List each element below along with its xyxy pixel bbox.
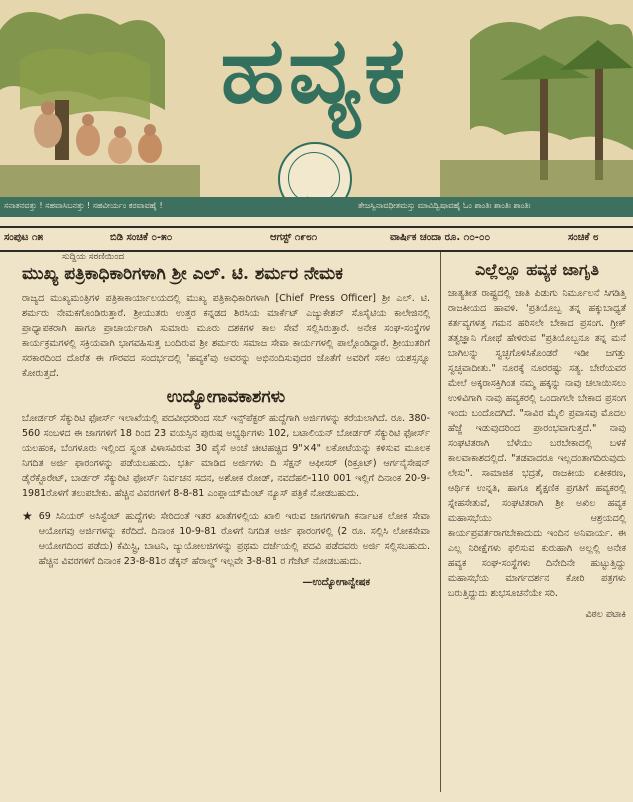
motto-left: ಸನಾತನವತ್ತು ! ಸಹವಾಸಿಬನತ್ತು ! ಸಹವೀರ್ಯಂ ಕರವಾವಹೈ ! <box>4 201 163 210</box>
right-column <box>448 252 626 792</box>
masthead <box>0 0 633 197</box>
volume-label: ಸಂಪುಟ ೧೫ <box>4 232 44 243</box>
article2-headline: ಉದ್ಯೋಗಾವಕಾಶಗಳು <box>166 386 286 407</box>
masthead-title: ಹವ್ಯಕ <box>220 16 410 124</box>
article3-signature: ವಿಠಲ ಪಟಾಕಿ <box>585 609 626 620</box>
left-column <box>22 252 430 792</box>
column-divider <box>440 252 441 792</box>
issue-price: ಬಿಡಿ ಸಂಚಿಕೆ ೦-೫೦ <box>110 232 173 243</box>
article3-headline: ಎಲ್ಲೆಲ್ಲೂ ಹವ್ಯಕ ಜಾಗೃತಿ <box>474 260 599 279</box>
article1-headline: ಮುಖ್ಯ ಪತ್ರಿಕಾಧಿಕಾರಿಗಳಾಗಿ ಶ್ರೀ ಎಲ್. ಟಿ. ಶರ್ಮರ ನೇಮಕ <box>22 264 343 284</box>
article2-body: ಬೋರ್ಡರ್ ಸೆಕ್ಯುರಿಟಿ ಫೋರ್ಸ್ ಇಲಾಖೆಯಲ್ಲಿ ಪದವೀಧರರಿಂದ ಸಬ್ ಇನ್ಸ್‌ಪೆಕ್ಟರ್ ಹುದ್ದೆಗಾಗಿ ಅರ್ಜಿಗಳನ್ನು ಕರೆಯಲಾಗಿದೆ. ರೂ. 380-560 ಸಂಬಳದ ಈ ಜಾಗಗಳಿಗೆ 18 ರಿಂದ 23 ವಯಸ್ಸಿನ ಪುರುಷ ಅಭ್ಯರ್ಥಿಗಳು 102, ಬಟಾಲಿಯನ್ ಬೋರ್ಡರ್ ಸೆಕ್ಯುರಿಟಿ ಫೋರ್ಸ್ ಯಲಹಂಕ, ಬೆಂಗಳೂರು ಇಲ್ಲಿಂದ ಸ್ವಂತ ವಿಳಾಸವಿರುವ 30 ಪೈಸೆ ಅಂಚೆ ಚೀಟಿಹಚ್ಚಿದ 9"×4" ಲಕೋಟೆಯನ್ನು ಕಳಿಸುವ ಮೂಲಕ ನಿಗದಿತ ಅರ್ಜಿ ಫಾರಂಗಳನ್ನು ಪಡೆಯಬಹುದು. ಭರ್ತಿ ಮಾಡಿದ ಅರ್ಜಿಗಳು ದಿ ಸೆಕ್ಷನ್ ಆಫೀಸರ್ (ರಿಕ್ರೂಟ್) ಆರ್ಗನೈಸೇಷನ್ ಡೈರೆಕ್ಟೊರೇಟ್, ಬಾರ್ಡರ್ ಸೆಕ್ಯುರಿಟಿ ಫೋರ್ಸ್ ನಿರ್ವಚನ ಸದನ, ಅಶೋಕ ರೋಡ್, ನವದೆಹಲಿ-110 001 ಇಲ್ಲಿಗೆ ದಿನಾಂಕ 20-9-1981ರೊಳಗೆ ತಲುಪಬೇಕು. ಹೆಚ್ಚಿನ ವಿವರಗಳಿಗೆ 8-8-81 ಎಂಪ್ಲಾಯ್‌ಮೆಂಟ್ ನ್ಯೂಸ್ ಪತ್ರಿಕೆ ನೋಡಬಹುದು. <box>22 412 430 499</box>
info-bar <box>0 226 633 252</box>
issue-number: ಸಂಚಿಕೆ ೮ <box>568 232 599 243</box>
article3-body: ಜಾತ್ಯತೀತ ರಾಷ್ಟ್ರದಲ್ಲಿ ಜಾತಿ ಪಿಡುಗು ನಿರ್ಮೂಲನೆ ಸಿಗಡಿತ್ತಿ ರಾಜಕೀಯದ ಹಾವಳಿ. 'ಪ್ರತಿಯೊಬ್ಬ ತನ್ನ ಹಕ್ಕುಬಾಧ್ಯತೆ ಕರ್ತವ್ಯಗಳತ್ತ ಗಮನ ಹರಿಸಲೇ ಬೇಕಾದ ಪ್ರಸಂಗ. ಗ್ರೀಕ್ ತತ್ವಜ್ಞಾನಿ ಗೋಥೆ ಹೇಳಿರುವ "ಪ್ರತಿಯೊಬ್ಬನೂ ತನ್ನ ಮನೆ ಬಾಗಿಲನ್ನು ಸ್ವಚ್ಛಗೊಳಿಸಿಕೊಂಡರೆ ಇಡೀ ಜಗತ್ತು ಸ್ವಚ್ಛವಾದೀತು." ನೂರಕ್ಕೆ ನೂರರಷ್ಟು ಸತ್ಯ. ಬೇರೆಯವರ ಮೇಲೆ ಅಕ್ಕರಾಸಕ್ತಿಗಿಂತ ನಮ್ಮ ಹಕ್ಕನ್ನು ನಾವು ಚಲಾಯಿಸಲು ಉಳಿವಿಗಾಗಿ ನಾವು ಹವ್ಯಕರಲ್ಲಿ ಒಂದಾಗಲೇ ಬೇಕಾದ ಪ್ರಸಂಗ ಇಂದು ಬಂದೊದಗಿದೆ. "ಸಾವಿರ ಮೈಲಿ ಪ್ರವಾಸವು ಮೊದಲ ಹೆಜ್ಜೆ ಇಡುವುದರಿಂದ ಪ್ರಾರಂಭವಾಗುತ್ತದೆ." ನಾವು ಸಂಘಟಿತರಾಗಿ ಬೆಳೆಯು ಬರಬೇಕಾದಲ್ಲಿ ಬಳಕೆ ಕಾಲವಾಕಾಶದಲ್ಲಿದೆ. "ತಡವಾದರೂ ಇಲ್ಲದಂತಾಗದಿರುವುದು ಲೇಸು". ಸಾಮಾಜಿಕ ಭದ್ರತೆ, ರಾಜಕೀಯ ಏಕೀಕರಣ, ಆರ್ಥಿಕ ಉನ್ನತಿ, ಹಾಗೂ ಶೈಕ್ಷಣಿಕ ಪ್ರಗತಿಗೆ ಹವ್ಯಕರಲ್ಲಿ ಸ್ನೇಹಸೇತುವೆ, ಸಂಘಟಿತರಾಗಿ ಶ್ರೀ ಅಖಿಲ ಹವ್ಯಕ ಮಹಾಸಭೆಯು ಆಶ್ರಯದಲ್ಲಿ ಕಾರ್ಯಪ್ರವರ್ತರಾಗಬೇಕಾದುದು ಇಂದಿನ ಅನಿವಾರ್ಯ. ಈ ಎಲ್ಲ ನಿರೀಕ್ಷೆಗಳು ಫಲಿಸುವ ಕುರುಹಾಗಿ ಅಲ್ಲಲ್ಲಿ ಅನೇಕ ಹವ್ಯಕ ಸಂಘ-ಸಂಸ್ಥೆಗಳು ದಿನೇದಿನೇ ಹುಟ್ಟುತ್ತಿದ್ದು ಮಹಾಸಭೆಯ ಮಾರ್ಗದರ್ಶನ ಕೋರಿ ಪತ್ರಗಳು ಬರುತ್ತಿದ್ದುದು ಶುಭಸೂಚನೆಯೇ ಸರಿ. <box>448 288 626 599</box>
article2-notice-block <box>22 509 430 569</box>
subscription-price: ವಾರ್ಷಿಕ ಚಂದಾ ರೂ. ೧೦-೦೦ <box>390 232 491 243</box>
article1-kicker: ಸುದ್ದಿಯ ಸರಣಿಯಿಂದ <box>62 252 125 262</box>
issue-date: ಆಗಸ್ಟ್ ೧೯೮೧ <box>270 232 318 243</box>
article2-signature: —ಉದ್ಯೋಗಾನ್ವೇಷಕ <box>302 576 370 588</box>
motto-right: ತೇಜಸ್ವಿನಾವಧೀತಮಸ್ತು ಮಾವಿದ್ವಿಷಾವಹೈ ಓಂ ಶಾಂತಿಃ ಶಾಂತಿಃ ಶಾಂತಿಃ <box>358 201 531 210</box>
article1-body: ರಾಜ್ಯದ ಮುಖ್ಯಮಂತ್ರಿಗಳ ಪತ್ರಿಕಾಕಾರ್ಯಾಲಯದಲ್ಲಿ ಮುಖ್ಯ ಪತ್ರಿಕಾಧಿಕಾರಿಗಳಾಗಿ [Chief Press Officer] ಶ್ರೀ ಎಲ್. ಟಿ. ಶರ್ಮರು ನೇಮಕಗೊಂಡಿರುತ್ತಾರೆ. ಶ್ರೀಯುತರು ಉತ್ತರ ಕನ್ನಡದ ಶಿರಸಿಯ ಮಾರ್ಕೆಟ್ ಎಜ್ಯುಕೇಶನ್ ಸೊಸೈಟಿಯ ಕಾಲೇಜಿನಲ್ಲಿ ಪ್ರಾಧ್ಯಾಪಕರಾಗಿ ಹಾಗೂ ಪ್ರಾಚಾರ್ಯರಾಗಿ ಸುಮಾರು ಮೂರು ದಶಕಗಳ ಕಾಲ ಸೇವೆ ಸಲ್ಲಿಸಿರುತ್ತಾರೆ. ಅನೇಕ ಸಂಘ-ಸಂಸ್ಥೆಗಳ ಕಾರ್ಯಕ್ರಮಗಳಲ್ಲಿ ಸಕ್ರಿಯವಾಗಿ ಭಾಗವಹಿಸುತ್ತ ಬಂದಿರುವ ಶ್ರೀ ಶರ್ಮರು ಸಮಾಜ ಸೇವಾ ಕಾರ್ಯಗಳಲ್ಲಿ ಪಾಲ್ಗೊಂಡಿದ್ದಾರೆ. ಶ್ರೀಯುತರಿಗೆ ಸರಕಾರದಿಂದ ದೊರೆತ ಈ ಗೌರವದ ಸಂದರ್ಭದಲ್ಲಿ 'ಹವ್ಯಕ'ವು ಅವರನ್ನು ಅಭಿನಂದಿಸುವುದರ ಜೊತೆಗೆ ಅವರಿಗೆ ಸಕಲ ಯಶಸ್ಸನ್ನೂ ಕೋರುತ್ತದೆ. <box>22 292 430 379</box>
star-icon: ★ <box>22 508 33 523</box>
article2-notice: 69 ಸಿನಿಯರ್ ಅಸಿಸ್ಟೆಂಟ್ ಹುದ್ದೆಗಳು ಸೇರಿದಂತೆ ಇತರ ಖಾತೆಗಳಲ್ಲಿಯ ಖಾಲಿ ಇರುವ ಜಾಗಗಳಿಗಾಗಿ ಕರ್ನಾಟಕ ಲೋಕ ಸೇವಾ ಆಯೋಗವು ಅರ್ಜಿಗಳನ್ನು ಕರೆದಿದೆ. ದಿನಾಂಕ 10-9-81 ರೊಳಗೆ ನಿಗದಿತ ಅರ್ಜಿ ಫಾರಂಗಳಲ್ಲಿ (2 ರೂ. ಸಲ್ಲಿಸಿ ಲೋಕಸೇವಾ ಆಯೋಗದಿಂದ ಪಡೆದು) ಕೆಮಿಸ್ಟ್ರಿ, ಬಾಟನಿ, ಜ್ಯುಯೋಲಜಿಗಳನ್ನು ಪ್ರಥಮ ದರ್ಜೆಯಲ್ಲಿ ಪದವಿ ಪಡೆದವರು ಅರ್ಜಿ ಸಲ್ಲಿಸಬಹುದು. ಹೆಚ್ಚಿನ ವಿವರಗಳಿಗೆ ದಿನಾಂಕ 23-8-81ರ ಡೆಕ್ಕನ್ ಹೆರಾಲ್ಡ್ ಇಲ್ಲವೇ 3-8-81 ರ ಗೆಜೆಟ್ ನೋಡಬಹುದು. <box>38 510 430 567</box>
